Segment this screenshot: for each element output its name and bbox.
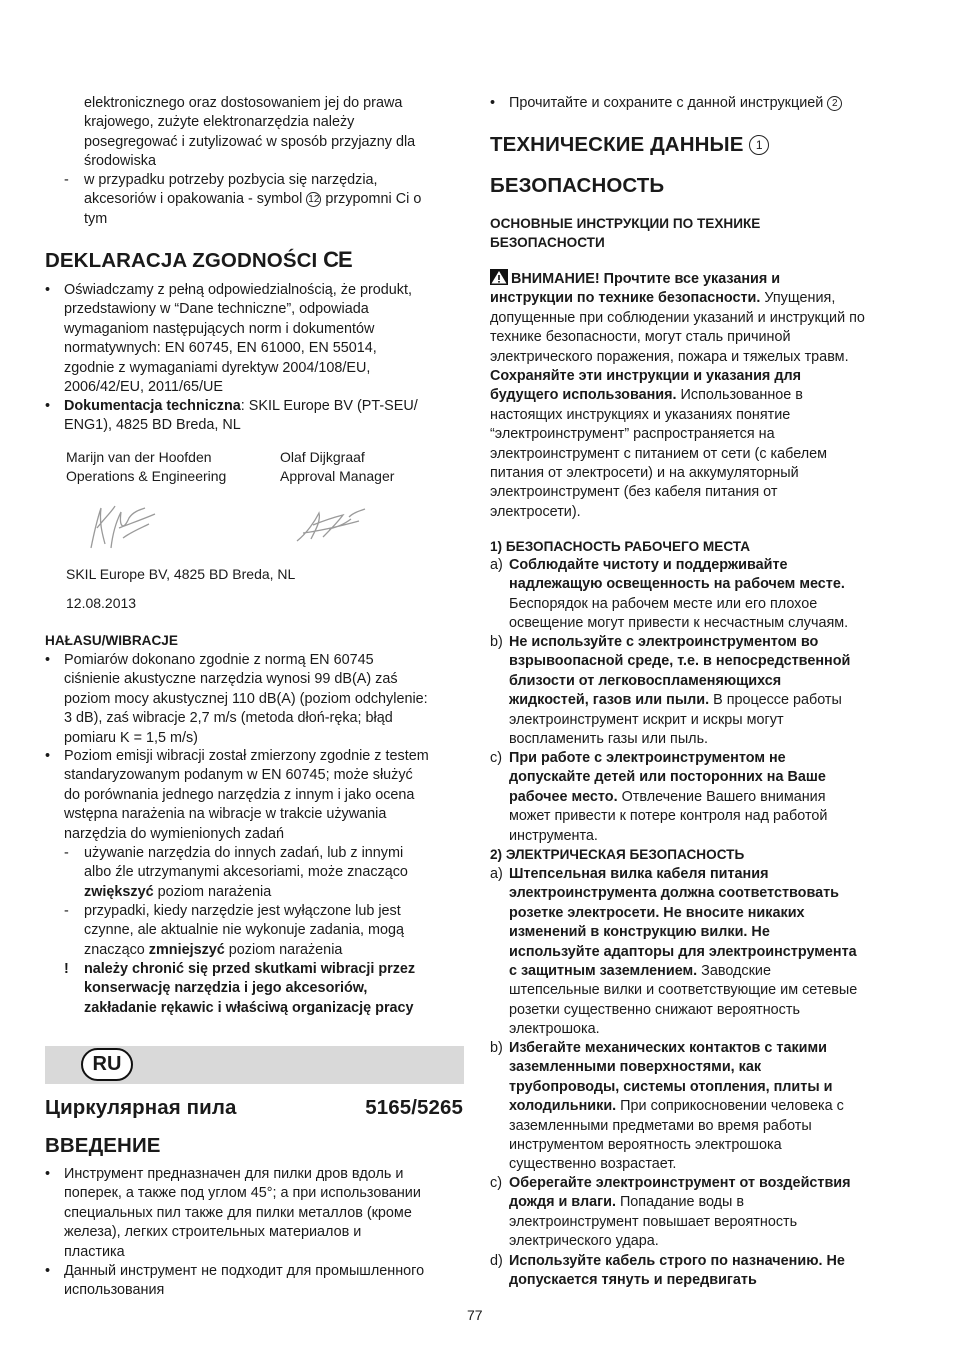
bullet: • xyxy=(45,1166,51,1182)
basic-safety-heading: ОСНОВНЫЕ ИНСТРУКЦИИ ПО ТЕХНИКЕ БЕЗОПАСНОСТИ xyxy=(490,216,761,250)
ref-1-icon: 1 xyxy=(749,135,769,155)
product-title: Циркулярная пила 5165/5265 xyxy=(45,1096,463,1119)
work-area-item-b: Не используйте с электроинструментом во взрывоопасной среде, т.е. в непосредственной близости от легковоспламеняющихся жидкостей, газов или пыли. В процессе работы электроинструмент искрит и искры могут воспламенить газы или пыль. xyxy=(509,634,851,748)
electrical-safety-heading: 2) ЭЛЕКТРИЧЕСКАЯ БЕЗОПАСНОСТЬ xyxy=(490,847,745,862)
language-section-bar xyxy=(45,1046,464,1084)
dash-marker: - xyxy=(64,903,69,919)
declaration-heading: DEKLARACJA ZGODNOŚCI CE xyxy=(45,247,352,272)
dash-marker: - xyxy=(64,845,69,861)
product-model: 5165/5265 xyxy=(365,1096,463,1119)
bullet: • xyxy=(45,1263,51,1279)
signatory-2: Olaf Dijkgraaf Approval Manager xyxy=(280,449,395,485)
noise-bullet-1: Pomiarów dokonano zgodnie z normą EN 60745 ciśnienie akustyczne narzędzia wynosi 99 dB(A) zaś poziom mocy akustycznej 110 dB(A) (poziom odchylenie: 3 dB), zaś wibracje 2,7 m/s (metoda dłoń-ręka; błąd pomiaru K = 1,5 m/s) xyxy=(64,652,428,746)
safety-heading: БЕЗОПАСНОСТЬ xyxy=(490,174,665,197)
electrical-item-d: Используйте кабель строго по назначению. Не допускается тянуть и передвигать xyxy=(509,1253,845,1289)
electrical-item-a: Штепсельная вилка кабеля питания электроинструмента должна соответствовать розетке электросети. Не вносите никаких изменений в конструкцию вилки. Не используйте адапторы для электроинструмента с защитным заземлением. Заводские штепсельные вилки и соответствующие им сетевые розетки существенно снижают вероятность электрошока. xyxy=(509,866,858,1038)
warning-triangle-icon xyxy=(490,269,508,285)
item-label: d) xyxy=(490,1253,503,1269)
bullet: • xyxy=(490,95,496,111)
declaration-bullet-1: Oświadczamy z pełną odpowiedzialnością, że produkt, przedstawiony w “Dane techniczne”, odpowiada wymaganiom następujących norm i dokumentów normatywnych: EN 60745, EN 61000, EN 55014, zgodnie z wymaganiami dyrektyw 2004/108/EU, 2006/42/EU, 2011/65/UE xyxy=(64,282,412,396)
item-label: c) xyxy=(490,750,502,766)
noise-dash-2: przypadki, kiedy narzędzie jest wyłączone lub jest czynne, ale aktualnie nie wykonuje zadania, mogą znacząco zmniejszyć poziom narażenia xyxy=(84,903,404,958)
bullet: • xyxy=(45,652,51,668)
general-warning: ВНИМАНИЕ! Прочтите все указания и инструкции по технике безопасности. Упущения, допущенные при соблюдении указаний и инструкций по технике безопасности, могут сталь причиной электрического поражения, пожара и тяжелых травм. Сохраняйте эти инструкции и указания для будущего использования. Использованное в настоящих инструкциях и указаниях понятие “электроинструмент” распространяется на электроинструмент с питанием от сети (с кабелем питания от электросети) и на аккумуляторный электроинструмент (без кабеля питания от электросети). xyxy=(490,271,865,520)
bullet: • xyxy=(45,282,51,298)
item-label: b) xyxy=(490,634,503,650)
item-label: a) xyxy=(490,866,503,882)
intro-heading: ВВЕДЕНИЕ xyxy=(45,1134,161,1157)
declaration-bullet-2: Dokumentacja techniczna: SKIL Europe BV (PT-SEU/ ENG1), 4825 BD Breda, NL xyxy=(64,398,418,434)
noise-bullet-2: Poziom emisji wibracji został zmierzony zgodnie z testem standaryzowanym podanym w EN 60745; może służyć do porównania jednego narzędzia z innym i jako ocena wstępna narażenia na wibracje w trakcie używania narzędzia do wymienionych zadań xyxy=(64,748,429,842)
intro-bullet-1: Инструмент предназначен для пилки дров вдоль и поперек, а также под углом 45°; а при использовании специальных пил также для пилки металлов (кроме железа), легких строительных материалов и пластика xyxy=(64,1166,421,1260)
intro-continuation: elektronicznego oraz dostosowaniem jej do prawa krajowego, zużyte elektronarzędzia należy posegregować i zutylizować w sposób przyjazny dla środowiska xyxy=(84,95,416,170)
ce-mark-icon: CE xyxy=(323,247,352,272)
intro-bullet-2: Данный инструмент не подходит для промышленного использования xyxy=(64,1263,425,1299)
work-area-safety-heading: 1) БЕЗОПАСНОСТЬ РАБОЧЕГО МЕСТА xyxy=(490,539,751,554)
work-area-item-a: Соблюдайте чистоту и поддерживайте надлежащую освещенность на рабочем месте. Беспорядок на рабочем месте или его плохое освещение могут привести к несчастным случаям. xyxy=(509,557,849,632)
warning-exclamation-icon: ! xyxy=(64,961,69,977)
item-label: b) xyxy=(490,1040,503,1056)
electrical-item-c: Оберегайте электроинструмент от воздействия дождя и влаги. Попадание воды в электроинструмент повышает вероятность электрического удара. xyxy=(509,1175,851,1250)
electrical-item-b: Избегайте механических контактов с такими заземленными поверхностями, как трубопроводы, системы отопления, плиты и холодильники. При соприкосновении человека с заземленными предметами во время работы инструментом вероятность электрошока существенно возрастает. xyxy=(509,1040,844,1173)
declaration-date: 12.08.2013 xyxy=(66,595,137,611)
noise-dash-1: używanie narzędzia do innych zadań, lub z innymi albo źle utrzymanymi akcesoriami, może znacząco zwiększyć poziom narażenia xyxy=(84,845,408,900)
item-label: a) xyxy=(490,557,503,573)
signature-1-icon xyxy=(83,498,158,560)
bullet: • xyxy=(45,748,51,764)
symbol-12-icon: 12 xyxy=(308,194,320,206)
tech-data-heading: ТЕХНИЧЕСКИЕ ДАННЫЕ 1 xyxy=(490,133,769,157)
signature-2-icon xyxy=(293,503,368,548)
noise-heading: HAŁASU/WIBRACJE xyxy=(45,633,178,648)
bullet: • xyxy=(45,398,51,414)
ref-2-icon: 2 xyxy=(827,96,842,111)
language-badge-ru: RU xyxy=(81,1048,133,1081)
read-instructions-bullet: Прочитайте и сохраните с данной инструкцией 2 xyxy=(509,94,909,113)
dash-marker: - xyxy=(64,172,69,188)
page-number: 77 xyxy=(467,1307,483,1323)
work-area-item-c: При работе с электроинструментом не допускайте детей или посторонних на Ваше рабочее место. Отвлечение Вашего внимания может привести к потере контроля над работой инструмента. xyxy=(509,750,828,844)
item-label: c) xyxy=(490,1175,502,1191)
vibration-warning: należy chronić się przed skutkami wibracji przez konserwację narzędzia i jego akcesoriów, zakładanie rękawic i właściwą organizację pracy xyxy=(84,961,416,1016)
signatory-1: Marijn van der Hoofden Operations & Engineering xyxy=(66,449,227,485)
company-address: SKIL Europe BV, 4825 BD Breda, NL xyxy=(66,566,296,582)
symbol-dash-item: w przypadku potrzeby pozbycia się narzędzia, akcesoriów i opakowania - symbol 12 przypomni Ci o tym xyxy=(84,172,422,227)
